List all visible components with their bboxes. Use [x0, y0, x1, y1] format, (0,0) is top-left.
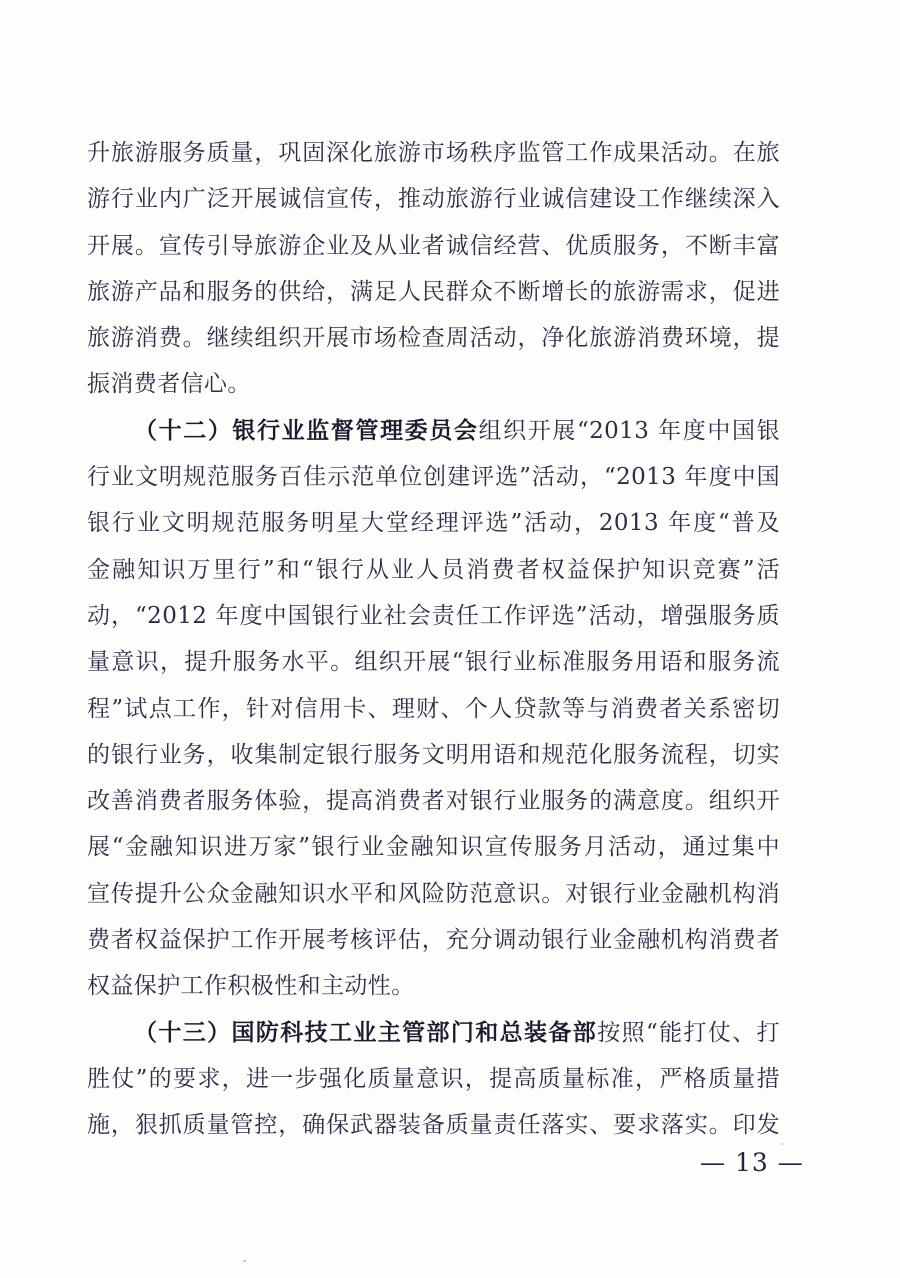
text-line [87, 500, 780, 546]
text-segment: 宣传提升公众金融知识水平和风险防范意识。对银行业金融机构消 [87, 880, 780, 907]
scan-speck [781, 1143, 783, 1145]
text-segment: 动，“2012 年度中国银行业社会责任工作评选”活动，增强服务质 [87, 602, 780, 629]
text-line [87, 686, 780, 732]
text-line [87, 547, 780, 593]
page-number: — 13 — [700, 1148, 804, 1177]
text-line [87, 732, 780, 778]
text-line [87, 871, 780, 917]
text-segment: 组织开展“2013 年度中国银 [478, 417, 780, 444]
section-heading: （十三）国防科技工业主管部门和总装备部 [134, 1018, 598, 1046]
text-segment: 权益保护工作积极性和主动性。 [87, 973, 415, 1000]
text-segment: 旅游产品和服务的供给，满足人民群众不断增长的旅游需求，促进 [87, 278, 780, 305]
text-line [87, 963, 780, 1009]
scan-speck [243, 1260, 246, 1262]
text-segment: 费者权益保护工作开展考核评估，充分调动银行业金融机构消费者 [87, 927, 780, 954]
text-line [87, 408, 780, 454]
text-segment: 展“金融知识进万家”银行业金融知识宣传服务月活动，通过集中 [87, 834, 780, 861]
text-line [87, 130, 780, 176]
text-line [87, 176, 780, 222]
text-line [87, 361, 780, 407]
text-segment: 施，狠抓质量管控，确保武器装备质量责任落实、要求落实。印发 [87, 1112, 780, 1139]
text-segment: 行业文明规范服务百佳示范单位创建评选”活动，“2013 年度中国 [87, 464, 780, 491]
text-line [87, 269, 780, 315]
text-segment: 振消费者信心。 [87, 371, 251, 398]
text-line [87, 315, 780, 361]
text-segment: 升旅游服务质量，巩固深化旅游市场秩序监管工作成果活动。在旅 [87, 140, 780, 166]
text-line [87, 454, 780, 500]
text-line [87, 1056, 780, 1102]
text-line [87, 593, 780, 639]
text-segment: 游行业内广泛开展诚信宣传，推动旅游行业诚信建设工作继续深入 [87, 186, 780, 213]
text-segment: 改善消费者服务体验，提高消费者对银行业服务的满意度。组织开 [87, 788, 780, 815]
document-text [87, 130, 780, 1149]
text-segment: 量意识，提升服务水平。组织开展“银行业标准服务用语和服务流 [87, 649, 780, 676]
text-line [87, 1102, 780, 1148]
text-segment: 胜仗”的要求，进一步强化质量意识，提高质量标准，严格质量措 [87, 1065, 780, 1092]
text-segment: 银行业文明规范服务明星大堂经理评选”活动，2013 年度“普及 [87, 510, 780, 537]
text-line [87, 639, 780, 685]
text-segment: 的银行业务，收集制定银行服务文明用语和规范化服务流程，切实 [87, 741, 780, 768]
text-line [87, 824, 780, 870]
text-line [87, 1010, 780, 1056]
text-segment: 旅游消费。继续组织开展市场检查周活动，净化旅游消费环境，提 [87, 325, 780, 352]
text-segment: 开展。宣传引导旅游企业及从业者诚信经营、优质服务，不断丰富 [87, 232, 780, 259]
text-line [87, 223, 780, 269]
text-segment: 金融知识万里行”和“银行从业人员消费者权益保护知识竞赛”活 [87, 556, 780, 583]
text-line [87, 917, 780, 963]
text-segment: 按照“能打仗、打 [597, 1019, 780, 1046]
section-heading: （十二）银行业监督管理委员会 [134, 416, 479, 444]
text-line [87, 778, 780, 824]
text-segment: 程”试点工作，针对信用卡、理财、个人贷款等与消费者关系密切 [87, 695, 780, 722]
